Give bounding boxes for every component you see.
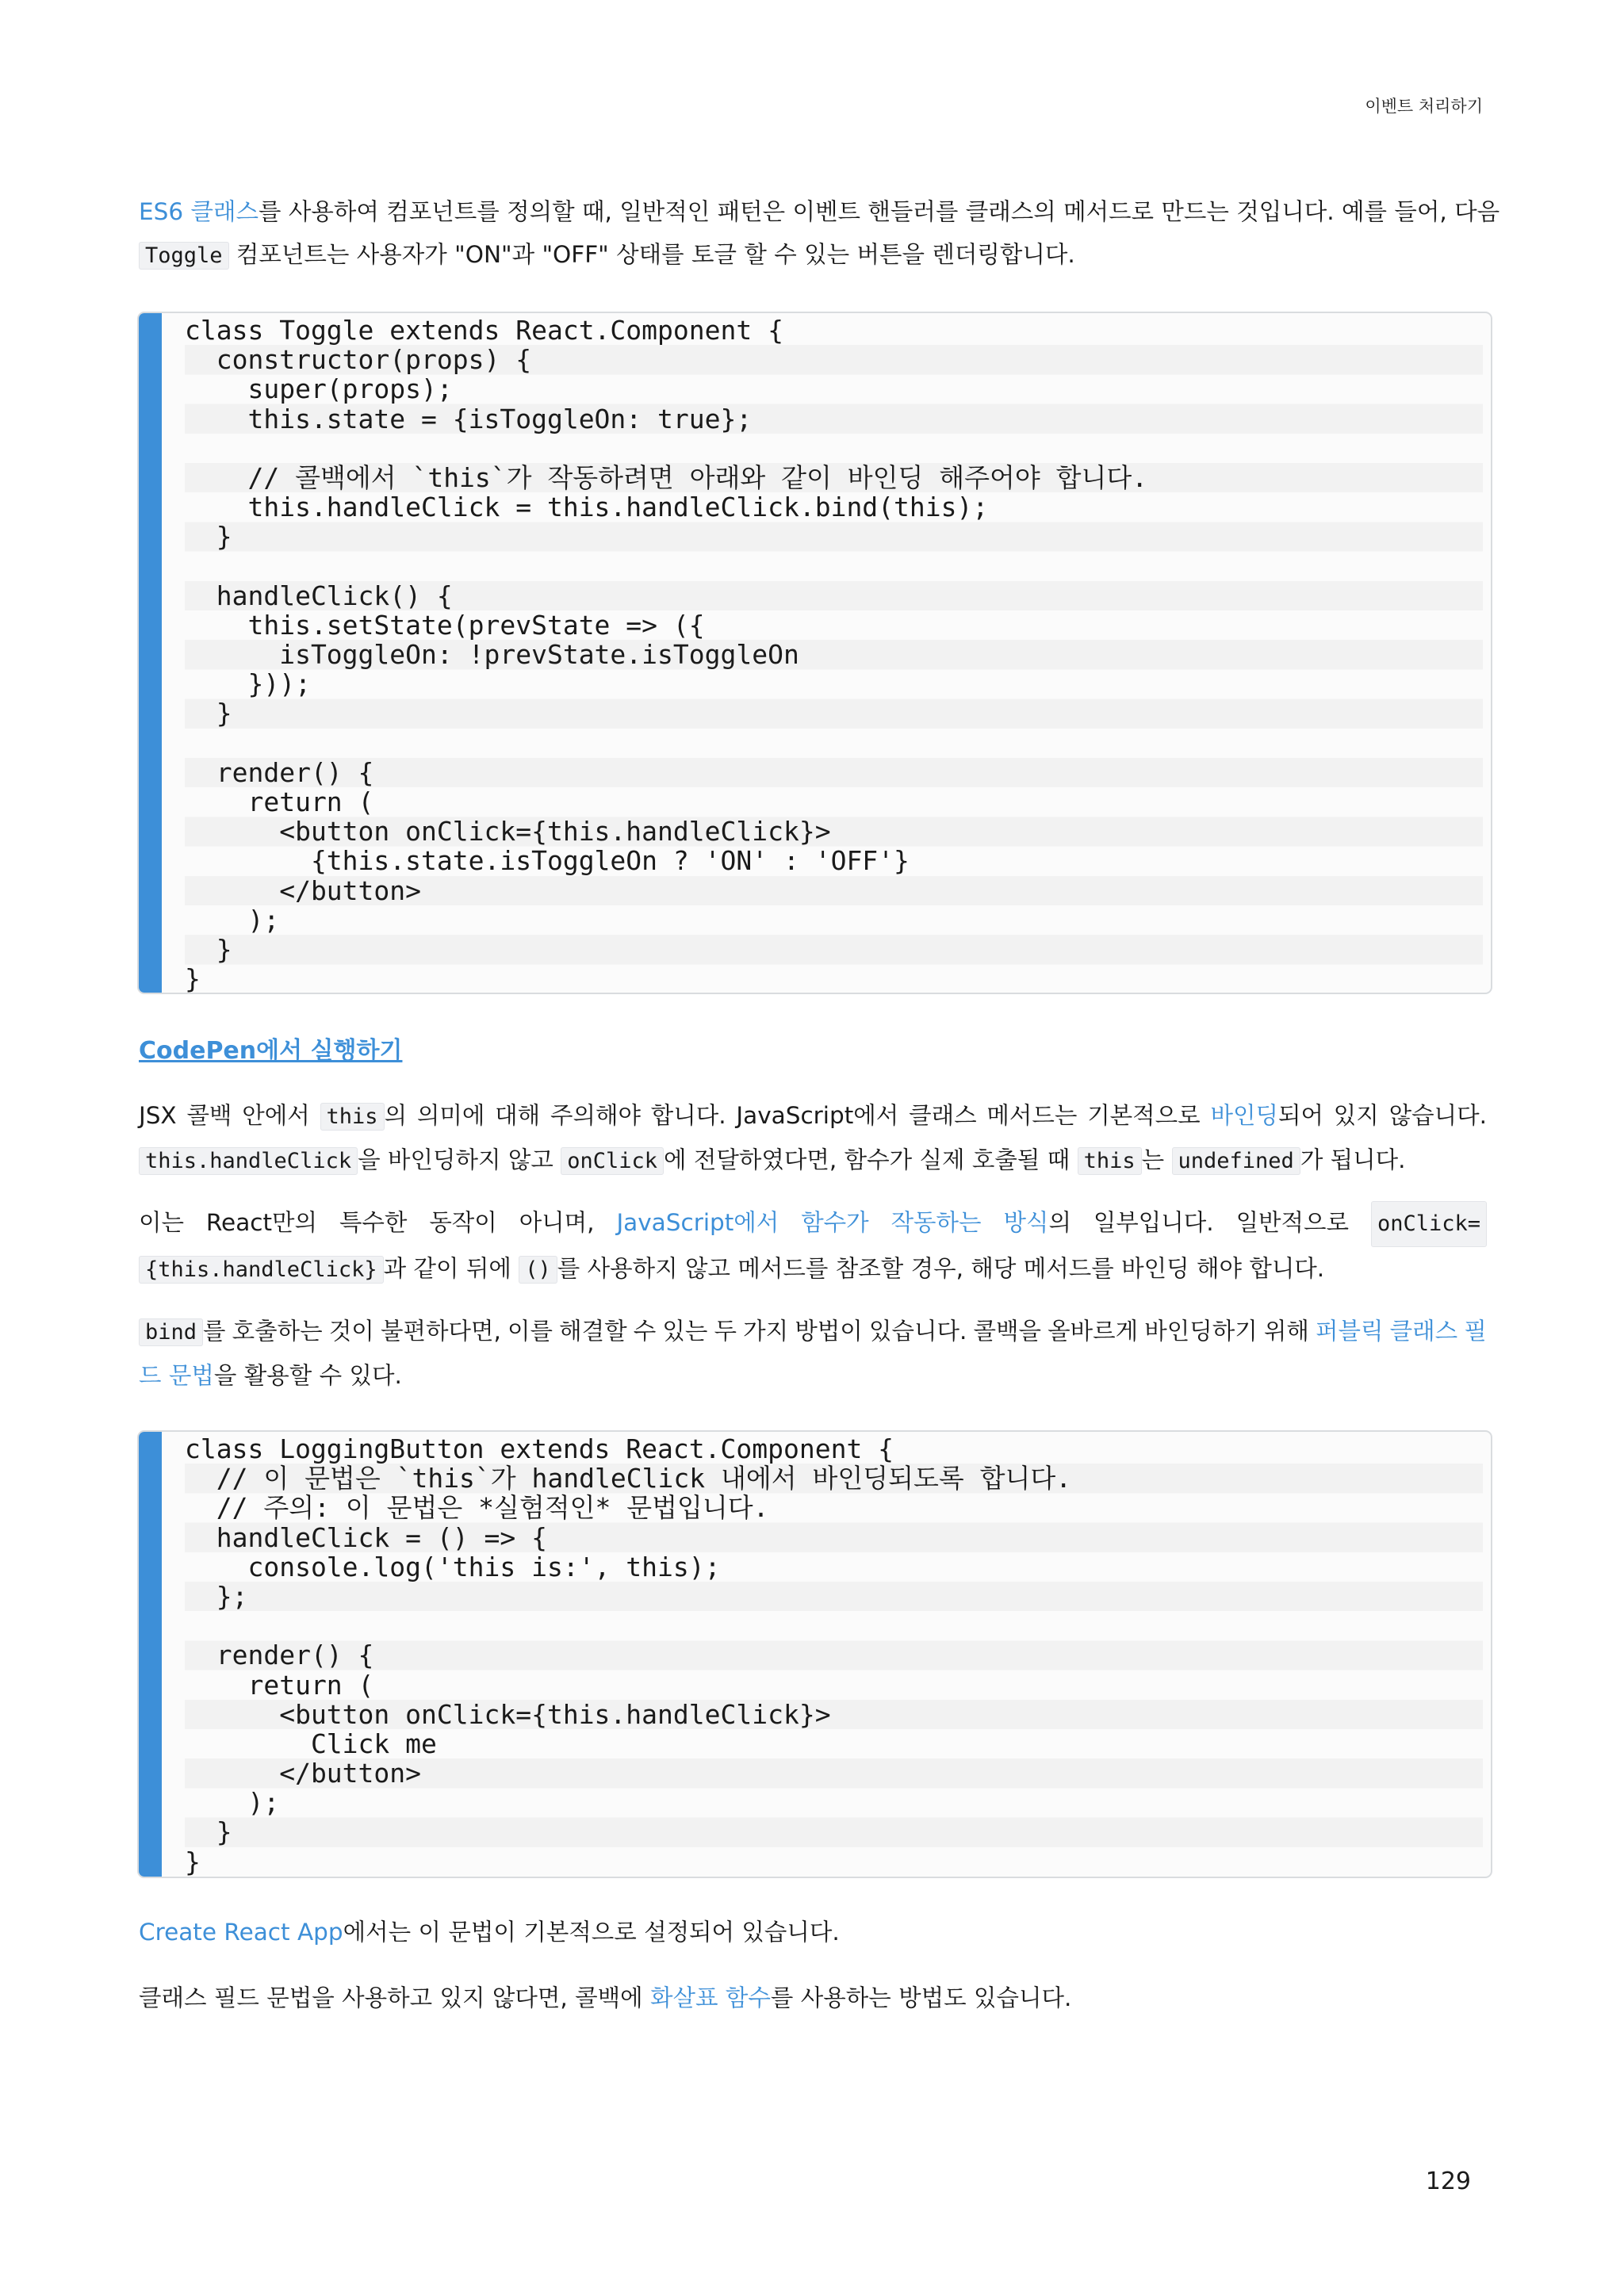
code-listing-logging-button <box>185 1434 1483 1877</box>
code-line: </button> <box>185 1758 422 1789</box>
code-line <box>185 1611 1483 1640</box>
inline-code-this: this <box>320 1103 385 1131</box>
es6-classes-link[interactable]: ES6 클래스 <box>139 198 259 225</box>
intro-text-1: 를 사용하여 컴포넌트를 정의할 때, 일반적인 패턴은 이벤트 핸들러를 클래스의 메서드로 만드는 것입니다. 예를 들어, 다음 <box>259 198 1500 225</box>
word: React만의 <box>205 1209 318 1236</box>
code-line: // 이 문법은 `this`가 handleClick 내에서 바인딩되도록 합니다. <box>185 1463 1072 1494</box>
word: 있는 <box>662 1318 708 1345</box>
inline-code-parens: () <box>519 1256 557 1284</box>
code-line: super(props); <box>185 373 453 405</box>
running-head: 이벤트 처리하기 <box>1365 97 1483 116</box>
word: 합니다. <box>650 1102 726 1129</box>
word: 있지 <box>1333 1102 1379 1129</box>
word: 호출하는 <box>232 1318 323 1345</box>
code-block-accent-bar <box>139 1432 162 1877</box>
word: 일반적으로 <box>1235 1209 1350 1236</box>
code-line: isToggleOn: !prevState.isToggleOn <box>185 639 799 671</box>
javascript-function-link[interactable]: JavaScript에서 <box>616 1209 779 1236</box>
public-class-fields-link[interactable]: 클래스 <box>1389 1318 1458 1345</box>
code-block-toggle <box>137 312 1492 994</box>
word-group: 방식의 <box>1003 1209 1071 1236</box>
word: 특수한 <box>339 1209 408 1236</box>
code-line: } <box>185 1816 232 1848</box>
code-line: handleClick = () => { <box>185 1521 547 1553</box>
word: 것이 <box>328 1318 374 1345</box>
inline-code-onclick-equals: onClick= <box>1371 1201 1487 1247</box>
arrow-line: 클래스 필드 문법을 사용하고 있지 않다면, 콜백에 화살표 함수를 사용하는 방법도 있습니다. <box>139 1984 1072 2011</box>
word: 아니며, <box>519 1209 595 1236</box>
code-line: {this.state.isToggleOn ? 'ON' : 'OFF'} <box>185 845 910 877</box>
word: 않습니다. <box>1388 1102 1487 1129</box>
word: 안에서 <box>242 1102 310 1129</box>
jsx-callback-paragraph <box>139 1094 1487 1183</box>
bind-line-1 <box>139 1310 1487 1354</box>
inline-code-this-handleclick: this.handleClick <box>139 1147 358 1175</box>
intro-line-1 <box>139 190 1500 233</box>
code-line: ); <box>185 1787 280 1819</box>
word-group: 바인딩되어 <box>1210 1102 1323 1129</box>
inline-code-onclick: onClick <box>561 1147 664 1175</box>
jsx-line-2: this.handleClick 을 바인딩하지 않고 onClick 에 전달하였다면, 함수가 실제 호출될 때 this 는 undefined 가 됩니다. <box>139 1138 1487 1183</box>
bind-paragraph <box>139 1310 1487 1397</box>
react-behavior-paragraph <box>139 1201 1487 1292</box>
word: JavaScript에서 <box>736 1102 899 1129</box>
code-line <box>185 729 1483 758</box>
code-line: // 주의: 이 문법은 *실험적인* 문법입니다. <box>185 1492 769 1524</box>
word: 해결할 <box>559 1318 627 1345</box>
inline-code-undefined: undefined <box>1172 1147 1300 1175</box>
public-class-fields-link[interactable]: 드 문법 <box>139 1362 214 1389</box>
binding-link[interactable]: 바인딩 <box>1210 1102 1278 1129</box>
inline-code-bind: bind <box>139 1318 203 1346</box>
page-number: 129 <box>1425 2168 1471 2195</box>
code-line: return ( <box>185 786 374 817</box>
arrow-function-paragraph <box>139 1976 1487 2019</box>
word: 이를 <box>507 1318 553 1345</box>
word: 수 <box>633 1318 657 1345</box>
code-line <box>185 434 1483 463</box>
javascript-function-link[interactable]: 작동하는 <box>891 1209 982 1236</box>
word-group: bind 를 <box>139 1310 226 1354</box>
code-line: class LoggingButton extends React.Component { <box>185 1433 894 1464</box>
react-line-1 <box>139 1201 1487 1247</box>
create-react-app-link[interactable]: Create React App <box>139 1919 343 1946</box>
code-block-accent-bar <box>139 313 162 993</box>
inline-code-toggle: Toggle <box>139 242 229 270</box>
word: JSX <box>139 1102 177 1129</box>
code-line: } <box>185 698 232 729</box>
intro-line-2 <box>139 233 1487 277</box>
javascript-function-link[interactable]: 함수가 <box>801 1209 869 1236</box>
arrow-function-link[interactable]: 화살표 <box>649 1984 718 2011</box>
code-line: }; <box>185 1580 248 1612</box>
code-line: return ( <box>185 1669 374 1701</box>
word: 콜백을 <box>973 1318 1041 1345</box>
word: 방법이 <box>795 1318 863 1345</box>
code-line: this.setState(prevState => ({ <box>185 609 705 641</box>
word: 의미에 <box>416 1102 485 1129</box>
word: 바인딩하기 <box>1144 1318 1258 1345</box>
word: 동작이 <box>429 1209 497 1236</box>
jsx-line-1 <box>139 1094 1487 1138</box>
code-line: console.log('this is:', this); <box>185 1551 721 1582</box>
word: 있습니다. <box>868 1318 967 1345</box>
react-line-2: {this.handleClick} 과 같이 뒤에 () 를 사용하지 않고 메서드를 참조할 경우, 해당 메서드를 바인딩 해야 합니다. <box>139 1247 1487 1292</box>
code-line: })); <box>185 668 311 700</box>
code-listing-toggle <box>185 316 1483 993</box>
code-line: } <box>185 933 232 965</box>
code-line <box>185 552 1483 581</box>
word: 기본적으로 <box>1087 1102 1201 1129</box>
word: 메서드는 <box>986 1102 1078 1129</box>
codepen-link[interactable]: CodePen에서 실행하기 <box>139 1037 403 1065</box>
arrow-function-link[interactable]: 함수 <box>725 1984 771 2011</box>
code-line: Click me <box>185 1728 437 1759</box>
code-line: } <box>185 521 232 553</box>
cra-line: Create React App에서는 이 문법이 기본적으로 설정되어 있습니다. <box>139 1919 840 1946</box>
word: 일부입니다. <box>1093 1209 1214 1236</box>
word: 콜백 <box>186 1102 232 1129</box>
word-group: this 의 <box>320 1094 408 1138</box>
code-line: ); <box>185 904 280 936</box>
word: 불편하다면, <box>380 1318 501 1345</box>
word: 클래스 <box>909 1102 977 1129</box>
word: 주의해야 <box>550 1102 641 1129</box>
intro-paragraph <box>139 190 1500 277</box>
inline-code-this: this <box>1078 1147 1142 1175</box>
inline-code-handleclick-ref: {this.handleClick} <box>139 1256 384 1284</box>
code-line: render() { <box>185 756 374 788</box>
code-line: class Toggle extends React.Component { <box>185 315 783 346</box>
public-class-fields-link[interactable]: 필 <box>1464 1318 1487 1345</box>
word: 가지 <box>743 1318 789 1345</box>
word: 위해 <box>1263 1318 1309 1345</box>
code-line: // 콜백에서 `this`가 작동하려면 아래와 같이 바인딩 해주어야 합니다. <box>185 461 1148 493</box>
intro-text-2: 컴포넌트는 사용자가 "ON"과 "OFF" 상태를 토글 할 수 있는 버튼을 렌더링합니다. <box>228 241 1075 268</box>
code-line: handleClick() { <box>185 580 453 611</box>
javascript-function-link[interactable]: 방식 <box>1003 1209 1049 1236</box>
bind-line-2: 드 문법을 활용할 수 있다. <box>139 1362 402 1389</box>
public-class-fields-link[interactable]: 퍼블릭 <box>1316 1318 1384 1345</box>
word: 올바르게 <box>1048 1318 1139 1345</box>
word: 두 <box>714 1318 737 1345</box>
code-line: } <box>185 963 201 994</box>
word: 대해 <box>495 1102 541 1129</box>
code-line: render() { <box>185 1640 374 1671</box>
code-line: this.state = {isToggleOn: true}; <box>185 403 753 434</box>
code-line: <button onClick={this.handleClick}> <box>185 1698 831 1730</box>
create-react-app-paragraph <box>139 1911 1487 1954</box>
code-line: this.handleClick = this.handleClick.bind(this); <box>185 492 989 523</box>
word: 이는 <box>139 1209 184 1236</box>
code-block-logging-button <box>137 1430 1492 1878</box>
code-line: } <box>185 1846 201 1877</box>
code-line: <button onClick={this.handleClick}> <box>185 816 831 848</box>
code-line: </button> <box>185 874 422 906</box>
code-line: constructor(props) { <box>185 344 532 376</box>
